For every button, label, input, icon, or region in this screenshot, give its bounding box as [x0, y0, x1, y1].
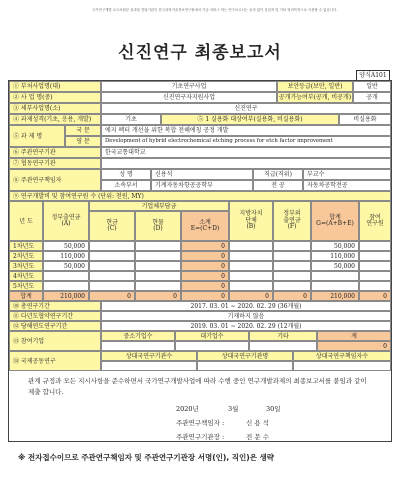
budget-header-cash: 현금 (C)	[89, 211, 135, 241]
footer-note: ※ 전자접수이므로 주관연구책임자 및 주관연구기관장 서명(인), 직인)은 생략	[18, 453, 275, 462]
budget-cell-d	[135, 261, 181, 271]
budget-cell-c	[89, 241, 135, 251]
budget-cell-f	[273, 281, 311, 291]
value-title-korean: 에지 펙터 개선을 위한 복합 전해에칭 공정 개발	[101, 125, 391, 136]
budget-sum-nongov: 0	[273, 291, 311, 301]
label-principal-investigator: ⑧ 주관연구책임자	[9, 169, 101, 191]
budget-cell-people	[359, 241, 391, 251]
budget-cell-sub: 0	[181, 271, 229, 281]
label-pi-position: 직급(직위)	[253, 169, 303, 180]
label-pi-major: 전 공	[253, 180, 303, 191]
budget-cell-sub: 0	[181, 251, 229, 261]
budget-cell-year: 2차년도	[9, 251, 43, 261]
label-security-level: 보안등급(보안, 일반)	[277, 81, 353, 92]
value-program-name: 신진연구자지원사업	[101, 92, 277, 103]
budget-cell-b	[229, 271, 273, 281]
budget-cell-gov: 50,000	[43, 241, 89, 251]
value-partner-name	[197, 361, 293, 371]
budget-cell-b	[229, 251, 273, 261]
budget-header-people: 참여 연구원	[359, 201, 391, 241]
head-sign-label: 주관연구기관장 :	[176, 433, 225, 441]
budget-sum-subtotal: 0	[181, 291, 229, 301]
budget-cell-d	[135, 281, 181, 291]
label-partner-pi-count: 상대국연구책임자수	[293, 351, 391, 361]
budget-cell-total: 50,000	[311, 261, 359, 271]
budget-cell-d	[135, 251, 181, 261]
budget-cell-b	[229, 261, 273, 271]
budget-cell-c	[89, 271, 135, 281]
label-other-count: 기타	[249, 331, 317, 341]
budget-header-company: 기업체부담금	[89, 201, 229, 211]
budget-cell-b	[229, 281, 273, 291]
budget-cell-people	[359, 271, 391, 281]
form-number: 양식A101	[356, 70, 390, 81]
budget-cell-gov: 50,000	[43, 261, 89, 271]
budget-cell-sub: 0	[181, 281, 229, 291]
label-partner-name: 상대국연구기관명	[197, 351, 293, 361]
label-multiyear-period: ⑪ 다년도협약연구기간	[9, 311, 101, 321]
submission-statement: 관계 규정과 모든 지시사항을 준수하면서 국가연구개발사업에 따라 수행 중인 연구개발과제의 최종보고서를 붙임과 같이 제출 합니다.	[28, 377, 367, 396]
value-commercialization: 비실용화	[339, 114, 391, 125]
label-coop-institution: ⑦ 협동연구기관	[9, 158, 101, 169]
budget-cell-b	[229, 241, 273, 251]
budget-sum-total: 210,000	[311, 291, 359, 301]
label-title-english: 영 문	[65, 136, 101, 147]
budget-cell-year: 3차년도	[9, 261, 43, 271]
value-partner-count	[101, 361, 197, 371]
label-title-korean: 국 문	[65, 125, 101, 136]
value-ministry-program: 기초연구사업	[101, 81, 277, 92]
budget-cell-year: 4차년도	[9, 271, 43, 281]
budget-cell-d	[135, 271, 181, 281]
value-pi-position: 부교수	[303, 169, 391, 180]
date-day: 30일	[266, 405, 281, 413]
budget-header-total: 합계 G=(A+B+E)	[311, 201, 359, 241]
budget-cell-people	[359, 281, 391, 291]
value-partner-pi-count	[293, 361, 391, 371]
label-large-count: 대기업수	[175, 331, 249, 341]
page-title: 신진연구 최종보고서	[118, 43, 282, 63]
value-subprogram: 신진연구	[101, 103, 391, 114]
value-sme-count	[101, 341, 175, 351]
budget-header-nongov: 정부외 출연금 (F)	[273, 201, 311, 241]
budget-cell-people	[359, 261, 391, 271]
budget-cell-gov	[43, 281, 89, 291]
value-coop-institution	[101, 158, 391, 169]
budget-cell-year: 1차년도	[9, 241, 43, 251]
budget-header-gov: 정부출연금 (A)	[43, 201, 89, 241]
budget-header-year: 년 도	[9, 201, 43, 241]
label-project-nature: ④ 과제성격(기초, 응용, 개발)	[9, 114, 101, 125]
label-pi-department: 소속부서	[101, 180, 151, 191]
label-project-title: ⑤ 과 제 명	[9, 125, 65, 147]
value-lead-institution: 한국교통대학교	[101, 147, 391, 158]
copyright-note: 국가연구개발 보고서원문 성과물 전담기관인 한국과학기술정보연구원에서 가공·서비스 하는 연구보고서는 동의 없이 상업적 및 기타 영리목적으로 사용할 수 없습니다.	[92, 8, 338, 12]
budget-cell-f	[273, 271, 311, 281]
budget-cell-f	[273, 241, 311, 251]
date-year: 2020년	[176, 405, 199, 413]
budget-cell-total	[311, 281, 359, 291]
value-security-level: 일반	[353, 81, 391, 92]
budget-cell-gov: 110,000	[43, 251, 89, 261]
value-pi-name: 신용석	[151, 169, 253, 180]
budget-header-subtotal: 소계 E=(C+D)	[181, 211, 229, 241]
budget-sum-cash: 0	[89, 291, 135, 301]
label-budget-section: ⑨ 연구개발비 및 참여연구원 수 (단위: 천원, MY)	[9, 191, 391, 201]
label-total-period: ⑩ 총연구기간	[9, 301, 101, 311]
budget-cell-people	[359, 251, 391, 261]
value-project-nature: 기초	[101, 114, 161, 125]
label-company-total: 계	[317, 331, 391, 341]
budget-cell-f	[273, 261, 311, 271]
budget-cell-year: 5차년도	[9, 281, 43, 291]
budget-sum-gov: 210,000	[43, 291, 89, 301]
budget-cell-d	[135, 241, 181, 251]
budget-sum-people: 0	[359, 291, 391, 301]
label-subprogram: ③ 세부사업명(소)	[9, 103, 101, 114]
value-pi-department: 기계자동차항공공학부	[151, 180, 253, 191]
budget-cell-total	[311, 271, 359, 281]
budget-sum-label: 합계	[9, 291, 43, 301]
budget-header-kind: 현물 (D)	[135, 211, 181, 241]
budget-cell-sub: 0	[181, 261, 229, 271]
label-intl-research: ⑭ 국제공동연구	[9, 351, 101, 371]
budget-cell-c	[89, 251, 135, 261]
value-large-count	[175, 341, 249, 351]
label-pi-name: 성 명	[101, 169, 151, 180]
budget-cell-gov	[43, 271, 89, 281]
value-company-total: 0	[317, 341, 391, 351]
label-current-period: ⑫ 당해연도연구기간	[9, 321, 101, 331]
value-multiyear-period: 기재하지 않음	[101, 311, 391, 321]
value-public-availability: 공개	[353, 92, 391, 103]
value-pi-major: 자동차공학전공	[303, 180, 391, 191]
head-sign-name: 전 문 수	[246, 433, 269, 441]
pi-sign-name: 신 용 석	[246, 419, 269, 427]
value-other-count	[249, 341, 317, 351]
budget-sum-local: 0	[229, 291, 273, 301]
budget-cell-total: 50,000	[311, 241, 359, 251]
label-sme-count: 중소기업수	[101, 331, 175, 341]
label-ministry-program: ① 부처사업명(대)	[9, 81, 101, 92]
label-partner-count: 상대국연구기관수	[101, 351, 197, 361]
label-commercialization: ⑤ 1 실용화 대상여부(실용화, 비실용화)	[161, 114, 339, 125]
budget-cell-f	[273, 251, 311, 261]
budget-cell-c	[89, 261, 135, 271]
label-participating-companies: ⑬ 참여기업	[9, 331, 101, 351]
pi-sign-label: 주관연구책임자 :	[176, 419, 225, 427]
value-total-period: 2017. 03. 01 ~ 2020. 02. 29 (36개월)	[101, 301, 391, 311]
label-lead-institution: ⑥ 주관연구기관	[9, 147, 101, 158]
budget-sum-kind: 0	[135, 291, 181, 301]
budget-cell-total: 110,000	[311, 251, 359, 261]
budget-cell-sub: 0	[181, 241, 229, 251]
budget-cell-c	[89, 281, 135, 291]
date-month: 3월	[228, 405, 239, 413]
label-program-name: ② 사 업 명(중)	[9, 92, 101, 103]
label-public-availability: 공개가능여부(공개, 비공개)	[278, 94, 352, 101]
budget-header-local-gov: 지방자치 단체 (B)	[229, 201, 273, 241]
value-current-period: 2019. 03. 01 ~ 2020. 02. 29 (12개월)	[101, 321, 391, 331]
value-title-english: Development of hybrid electrochemical etching process for etch factor improvement	[101, 136, 391, 147]
